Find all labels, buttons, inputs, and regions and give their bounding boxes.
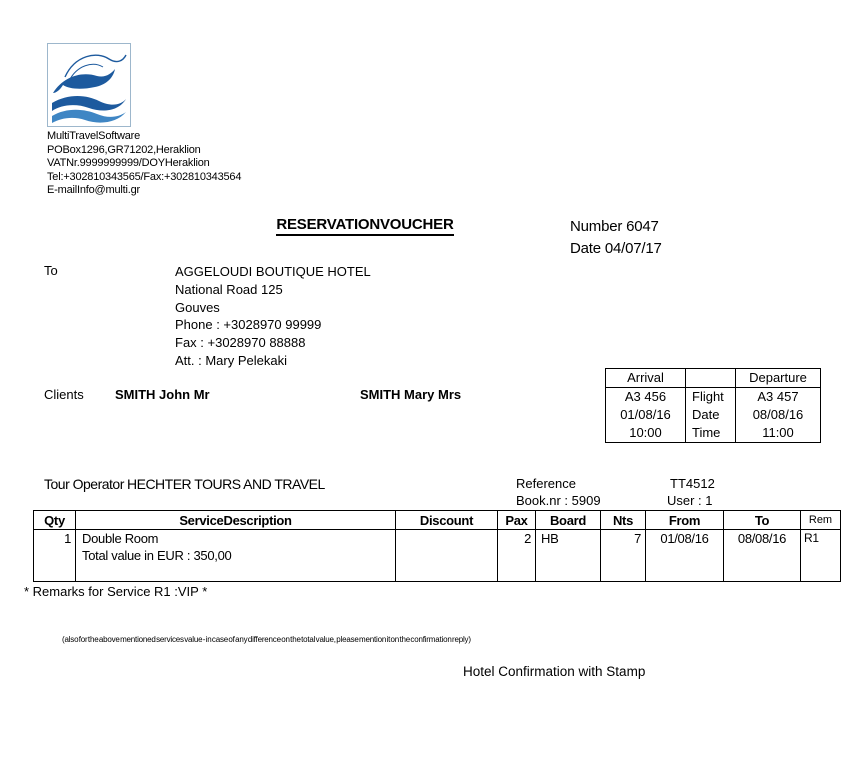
- pax-cell: 2: [498, 530, 536, 582]
- tour-operator-label: Tour Operator: [44, 476, 124, 492]
- fine-print-note: (also for the above mentioned services value - in case of any difference on the total value, please mention it on the confirmation reply): [62, 635, 471, 644]
- document-title: [250, 216, 480, 233]
- qty-header: Qty: [34, 511, 76, 530]
- service-remarks: * Remarks for Service R1 :VIP *: [24, 584, 208, 599]
- to-label: To: [44, 263, 58, 278]
- service-table-header-row: [34, 511, 841, 530]
- dolphin-waves-logo-icon: [47, 43, 131, 127]
- booking-number: Book.nr : 5909: [516, 493, 601, 508]
- user-number: User : 1: [667, 493, 713, 508]
- company-address: POBox1296,GR71202,Heraklion: [47, 143, 201, 156]
- arrival-flight: A3 456: [624, 389, 667, 404]
- document-title-text: RESERVATION VOUCHER: [276, 216, 453, 236]
- company-tel-fax: Tel:+302810343565/Fax:+302810343564: [47, 170, 242, 183]
- company-name: MultiTravelSoftware: [47, 130, 140, 142]
- service-name: Double Room: [82, 531, 159, 546]
- service-table-row: [34, 530, 841, 582]
- company-email: E-mailInfo@multi.gr: [47, 184, 140, 197]
- recipient-phone: Phone : +3028970 99999: [175, 317, 322, 333]
- voucher-date: Date 04/07/17: [570, 240, 662, 257]
- from-header: From: [646, 511, 724, 530]
- nts-cell: 7: [601, 530, 646, 582]
- board-header: Board: [536, 511, 601, 530]
- departure-flight: A3 457: [757, 389, 799, 404]
- reference-value: TT4512: [670, 476, 715, 491]
- company-vat: VATNr.9999999999/DOYHeraklion: [47, 157, 210, 170]
- recipient-attention: Att. : Mary Pelekaki: [175, 352, 287, 368]
- flight-table-header-row: [606, 369, 821, 388]
- client-name-2: SMITH Mary Mrs: [360, 387, 462, 402]
- discount-cell: [396, 530, 498, 582]
- recipient-address1: National Road 125: [175, 281, 283, 297]
- qty-cell: 1: [34, 530, 76, 582]
- pax-header: Pax: [498, 511, 536, 530]
- flight-table-body-row: [606, 388, 821, 443]
- company-logo: [47, 43, 131, 127]
- time-row-label: Time: [692, 425, 721, 440]
- flight-row-label: Flight: [692, 389, 724, 404]
- rem-header: Rem: [801, 511, 841, 530]
- service-description-cell: [76, 530, 396, 582]
- to-header: To: [724, 511, 801, 530]
- board-cell: HB: [536, 530, 601, 582]
- company-info-block: [47, 130, 241, 198]
- rem-cell: R1: [801, 530, 841, 582]
- from-cell: 01/08/16: [646, 530, 724, 582]
- service-total-value: Total value in EUR : 350,00: [82, 548, 232, 563]
- recipient-fax: Fax : +3028970 88888: [175, 335, 306, 351]
- recipient-name: AGGELOUDI BOUTIQUE HOTEL: [175, 264, 371, 279]
- departure-time: 11:00: [762, 425, 794, 440]
- discount-header: Discount: [396, 511, 498, 530]
- service-table: [33, 510, 841, 582]
- arrival-cell: [606, 388, 686, 443]
- to-cell: 08/08/16: [724, 530, 801, 582]
- recipient-address2: Gouves: [175, 299, 220, 315]
- departure-cell: [736, 388, 821, 443]
- departure-date: 08/08/16: [752, 407, 804, 422]
- departure-header: Departure: [736, 369, 821, 388]
- hotel-confirmation-note: Hotel Confirmation with Stamp: [463, 664, 646, 679]
- tour-operator-value: HECHTER TOURS AND TRAVEL: [127, 476, 325, 492]
- recipient-block: [175, 263, 371, 370]
- flight-header-spacer: [686, 369, 736, 388]
- arrival-header: Arrival: [606, 369, 686, 388]
- flight-row-labels-cell: [686, 388, 736, 443]
- arrival-date: 01/08/16: [620, 407, 671, 422]
- arrival-time: 10:00: [629, 425, 662, 440]
- voucher-number: Number 6047: [570, 218, 659, 235]
- voucher-number-date: [570, 216, 662, 260]
- clients-label: Clients: [44, 387, 84, 402]
- client-name-1: SMITH John Mr: [115, 387, 210, 402]
- reference-label: Reference: [516, 476, 576, 491]
- nts-header: Nts: [601, 511, 646, 530]
- flight-table: [605, 368, 821, 443]
- service-description-header: ServiceDescription: [76, 511, 396, 530]
- date-row-label: Date: [692, 407, 720, 422]
